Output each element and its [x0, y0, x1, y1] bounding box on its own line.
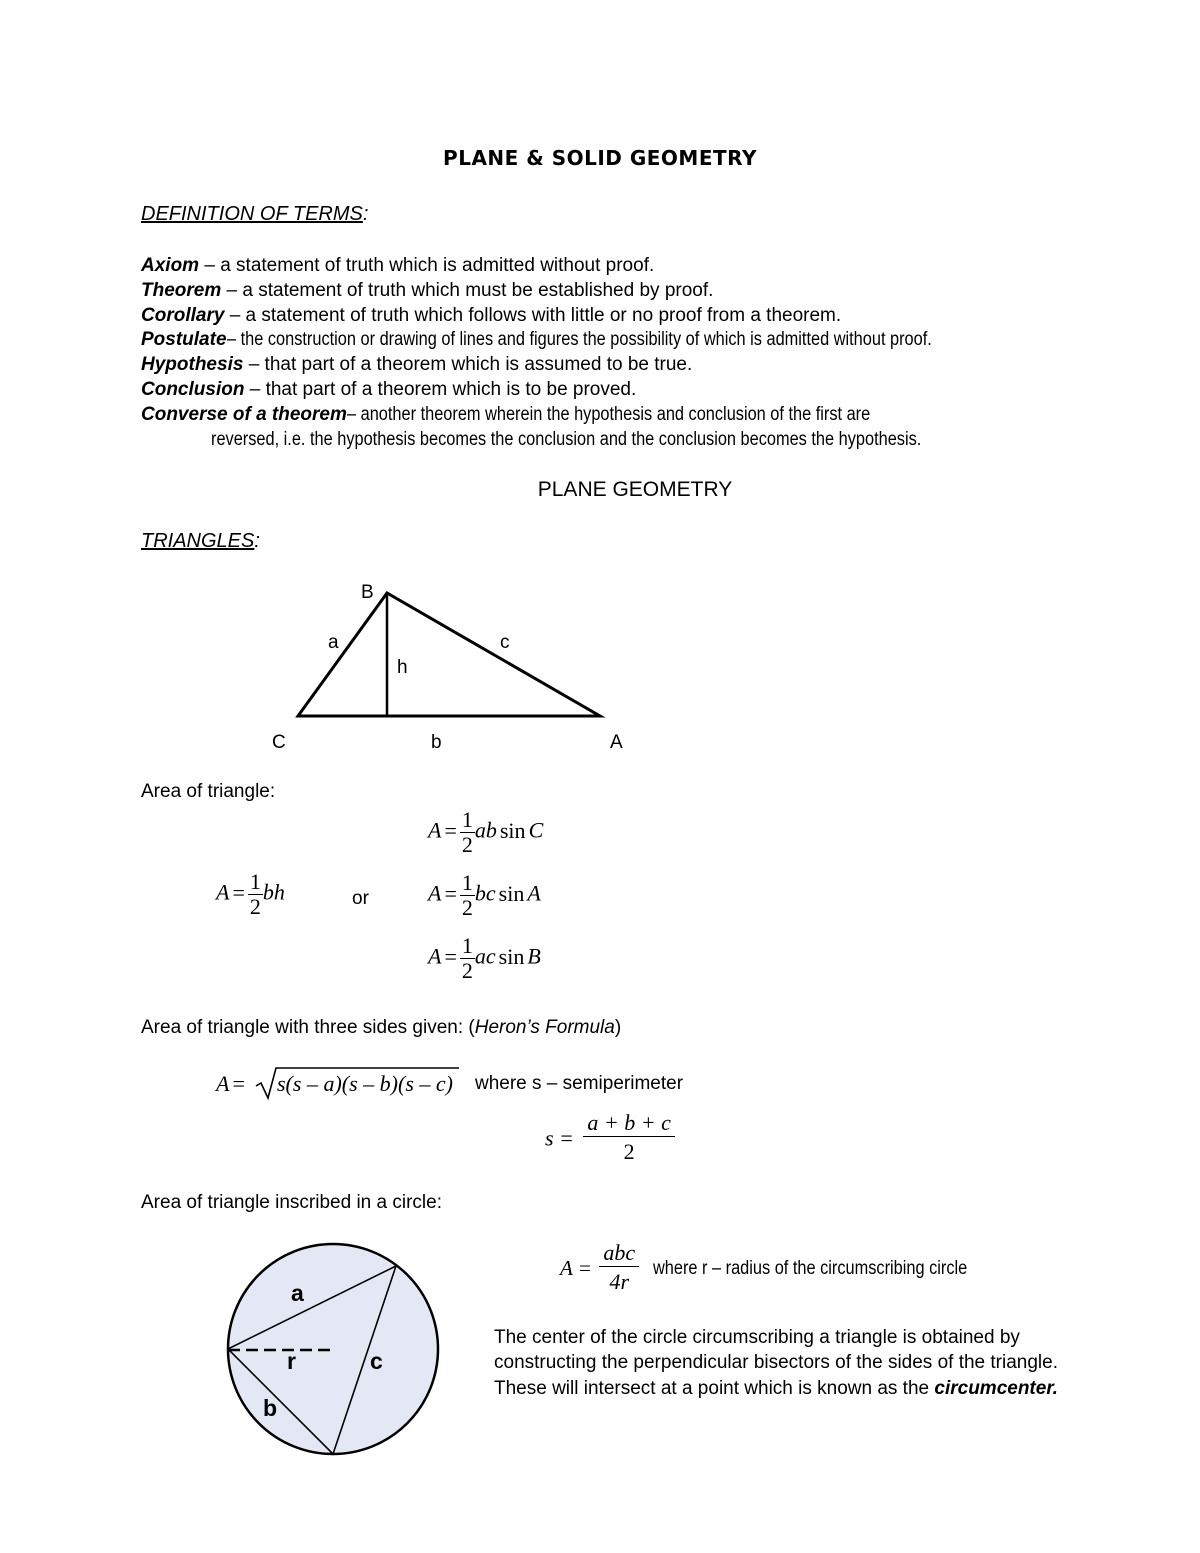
paragraph-text: The center of the circle circumscribing a triangle is obtained by constructing the perpendicular bisectors of the sides of the triangle. These will intersect at a point which is known as the	[494, 1327, 1058, 1399]
term-hypothesis: Hypothesis	[141, 354, 244, 376]
formula-var: A	[527, 880, 541, 906]
formula-eq: =	[232, 879, 245, 905]
triangles-heading-colon: :	[254, 530, 260, 552]
circumradius-where: where r – radius of the circumscribing circle	[653, 1258, 968, 1279]
circle-label-b: b	[263, 1395, 278, 1421]
formula-eq: =	[444, 943, 457, 969]
definition-text: – that part of a theorem which is to be proved.	[244, 378, 637, 400]
formula-sin: sin	[498, 943, 525, 969]
definitions-heading-colon: :	[362, 203, 369, 225]
formula-var: B	[527, 943, 541, 969]
heron-radicand: s(s – a)(s – b)(s – c)	[277, 1071, 453, 1096]
definitions-heading: DEFINITION OF TERMS	[141, 203, 363, 225]
definition-text: – a statement of truth which must be established by proof.	[221, 279, 714, 301]
heron-label-suffix: )	[614, 1017, 622, 1038]
frac-den: 2	[461, 832, 473, 857]
formula-var: C	[528, 817, 544, 843]
circumradius-fraction	[599, 1240, 639, 1297]
formula-var: ab	[474, 817, 497, 843]
formula-lhs: A =	[560, 1256, 592, 1280]
circle-label-r: r	[287, 1348, 296, 1374]
frac-num: 1	[461, 870, 473, 895]
formula-sin: sin	[499, 817, 526, 843]
inscribed-label: Area of triangle inscribed in a circle:	[141, 1192, 442, 1213]
formula-s-eq: s =	[545, 1125, 574, 1151]
page-title: PLANE & SOLID GEOMETRY	[443, 146, 757, 170]
formula-var: bh	[262, 879, 285, 905]
frac-num: 1	[249, 869, 261, 894]
circle-label-a: a	[291, 1280, 304, 1306]
formula-var: A	[216, 879, 230, 905]
formula-eq: =	[444, 880, 457, 906]
circumcenter-paragraph	[494, 1325, 1094, 1401]
formula-var: A	[216, 1071, 230, 1096]
frac-num: abc	[599, 1240, 639, 1267]
circle-label-c: c	[370, 1348, 383, 1374]
frac-den: 2	[461, 958, 473, 983]
formula-sin: sin	[498, 880, 525, 906]
circumradius-where-wrap	[653, 1258, 1018, 1280]
frac-num: 1	[461, 933, 473, 958]
area-of-triangle-label: Area of triangle:	[141, 781, 276, 802]
definition-text: reversed, i.e. the hypothesis becomes the conclusion and the conclusion becomes the hypothesis.	[211, 428, 922, 450]
definition-text: – that part of a theorem which is assumed to be true.	[243, 354, 693, 376]
formula-eq: =	[232, 1071, 245, 1096]
formula-eq: =	[444, 817, 457, 843]
plane-geometry-heading: PLANE GEOMETRY	[537, 478, 733, 501]
side-label-b: b	[431, 732, 442, 753]
term-theorem: Theorem	[141, 279, 222, 301]
heron-where: where s – semiperimeter	[475, 1073, 684, 1094]
triangles-heading: TRIANGLES	[141, 530, 255, 552]
frac-den: 4r	[609, 1269, 630, 1294]
side-label-c: c	[500, 632, 510, 653]
frac-den: 2	[623, 1139, 635, 1164]
height-label-h: h	[397, 657, 408, 678]
circumradius-formula	[560, 1240, 639, 1297]
heron-label-prefix: Area of triangle with three sides given: (	[141, 1017, 475, 1038]
frac-num: 1	[461, 807, 473, 832]
frac-den: 2	[249, 894, 261, 919]
definition-text: – a statement of truth which is admitted without proof.	[199, 255, 655, 276]
paragraph-emphasis: circumcenter.	[934, 1377, 1058, 1399]
vertex-label-b: B	[361, 582, 374, 603]
formula-var: ac	[474, 943, 496, 969]
vertex-label-c: C	[272, 732, 286, 753]
term-conclusion: Conclusion	[141, 378, 245, 400]
formula-var: A	[428, 943, 442, 969]
formula-var: bc	[474, 880, 496, 906]
formula-var: A	[428, 817, 442, 843]
side-label-a: a	[328, 632, 339, 653]
circumscribing-circle	[228, 1244, 438, 1454]
or-label: or	[352, 888, 369, 909]
term-axiom: Axiom	[141, 255, 200, 276]
definition-text: – the construction or drawing of lines and figures the possibility of which is admitted without proof.	[226, 329, 932, 351]
term-postulate: Postulate	[141, 329, 227, 351]
term-corollary: Corollary	[141, 304, 225, 326]
vertex-label-a: A	[610, 732, 623, 753]
term-converse: Converse of a theorem	[141, 403, 347, 425]
frac-num: a + b + c	[583, 1110, 674, 1137]
formula-var: A	[428, 880, 442, 906]
definition-text: – another theorem wherein the hypothesis and conclusion of the first are	[346, 403, 871, 425]
definition-text: – a statement of truth which follows with little or no proof from a theorem.	[224, 304, 842, 326]
frac-den: 2	[461, 895, 473, 920]
heron-label-name: Heron’s Formula	[474, 1017, 615, 1038]
